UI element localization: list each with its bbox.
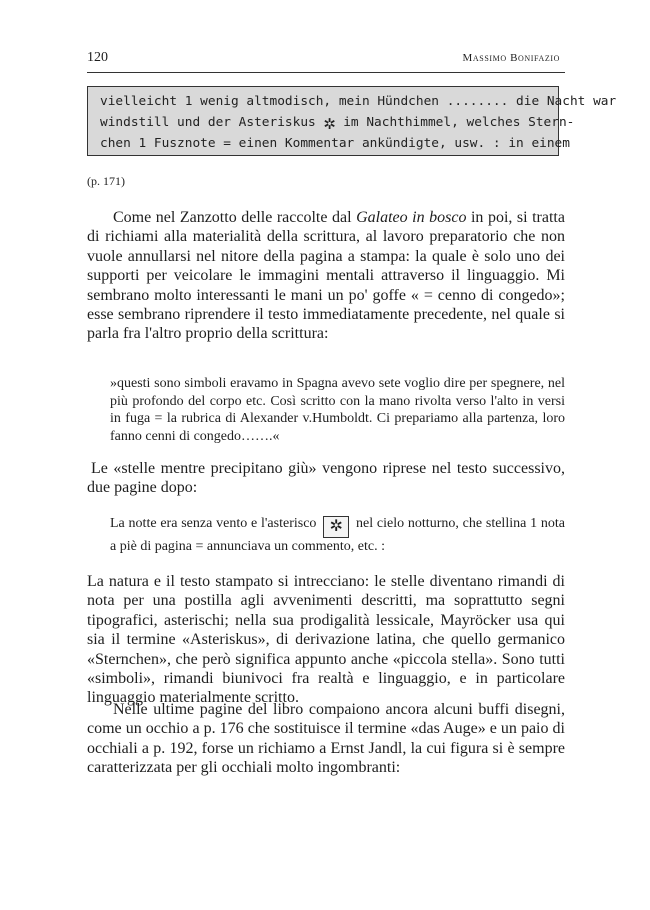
body-paragraph: [87, 208, 565, 344]
paragraph-text: Come nel Zanzotto delle raccolte dal: [113, 209, 357, 226]
book-title: Galateo in bosco: [356, 209, 467, 226]
facsimile-line: vielleicht 1 wenig altmodisch, mein Hündchen ........ die Nacht war: [100, 94, 617, 109]
facsimile-text: im Nachthimmel, welches Stern-: [343, 115, 575, 130]
quote-text: nel cielo notturno, che stellina 1 nota a piè di pagina = annunciava un commento, etc. :: [110, 516, 566, 554]
facsimile-line: [100, 110, 575, 134]
asterisk-icon: ✲: [323, 516, 349, 538]
facsimile-caption: (p. 171): [87, 174, 125, 188]
facsimile-text: windstill und der Asteriskus: [100, 115, 316, 130]
body-paragraph: La natura e il testo stampato si intrecciano: le stelle diventano rimandi di nota per una postilla agli avvenimenti descritti, ma soprattutto segni tipografici, asterischi; nella sua prodigalità lessicale, Mayröcker usa qui sia il termine «Asteriskus», di derivazione latina, che quello germanico «Sternchen», che però significa appunto anche «piccola stella». Sono tutti «simboli», rimandi biunivoci fra realtà e linguaggio, e in particolare linguaggio materialmente scritto.: [87, 573, 565, 707]
facsimile-line: chen 1 Fusznote = einen Kommentar ankündigte, usw. : in einem: [100, 136, 570, 151]
paragraph-text: in poi, si tratta di richiami alla materialità della scrittura, al lavoro preparatorio che non vuole annullarsi nel nitore della pagina a stampa: la quale è solo uno dei supporti per veicolare le immagini mentali attraverso il linguaggio. Mi sembrano molto interessanti le mani un po' goffe « = cenno di congedo»; esse sembrano riprendere il testo immediatamente precedente, nel quale si parla fra l'altro proprio della scrittura:: [87, 209, 565, 343]
page-number: 120: [87, 50, 108, 65]
block-quote: »questi sono simboli eravamo in Spagna avevo sete voglio dire per spegnere, nel più profondo del corpo etc. Così scritto con la mano rivolta verso l'alto in versi in fuga = la rubrica di Alexander v.Humboldt. Ci prepariamo alla partenza, loro fanno cenni di congedo…….«: [110, 376, 565, 444]
body-paragraph: Le «stelle mentre precipitano giù» vengono riprese nel testo successivo, due pagine dopo:: [87, 460, 565, 497]
facsimile-excerpt: [87, 86, 617, 156]
asterisk-icon: ✲: [323, 110, 336, 134]
body-paragraph: Nelle ultime pagine del libro compaiono ancora alcuni buffi disegni, come un occhio a p. 176 che sostituisce il termine «das Auge» e un paio di occhiali a p. 192, forse un richiamo a Ernst Jandl, la cui figura si è sempre caratterizzata per gli occhiali molto ingombranti:: [87, 701, 565, 777]
block-quote: [110, 515, 565, 556]
header-rule: [87, 72, 565, 73]
quote-text: La notte era senza vento e l'asterisco: [110, 516, 317, 531]
running-head-author: Massimo Bonifazio: [462, 52, 560, 64]
